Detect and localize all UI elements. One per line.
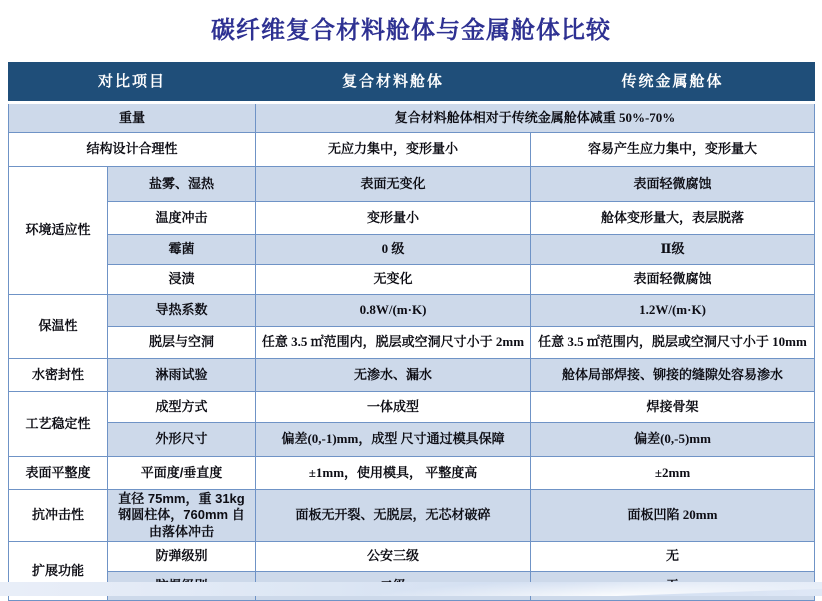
table-row-molding-method	[9, 392, 815, 423]
composite-cell: 0.8W/(m·K)	[256, 295, 531, 327]
table-row-rain-test	[9, 359, 815, 392]
sub-label: 温度冲击	[108, 202, 256, 235]
composite-cell: 面板无开裂、无脱层，无芯材破碎	[256, 490, 531, 542]
header-cell-item: 对比项目	[9, 63, 256, 103]
page-title: 碳纤维复合材料舱体与金属舱体比较	[211, 17, 611, 44]
table-row-flatness	[9, 457, 815, 490]
table-row-weight	[9, 103, 815, 133]
composite-cell: 无变化	[256, 265, 531, 295]
table-row-impact-resistance	[9, 490, 815, 542]
metal-cell: 面板凹陷 20mm	[531, 490, 815, 542]
metal-cell: 任意 3.5 ㎡范围内，脱层或空洞尺寸小于 10mm	[531, 327, 815, 359]
sub-label: 霉菌	[108, 235, 256, 265]
metal-cell: 容易产生应力集中，变形量大	[531, 133, 815, 167]
metal-cell: 舱体变形量大，表层脱落	[531, 202, 815, 235]
table-row-salt-fog	[9, 167, 815, 202]
metal-cell: Ⅱ级	[531, 235, 815, 265]
group-cell-impact-resistance: 抗冲击性	[9, 490, 108, 542]
sub-label: 导热系数	[108, 295, 256, 327]
sub-label: 平面度/垂直度	[108, 457, 256, 490]
composite-cell: 0 级	[256, 235, 531, 265]
group-cell-surface-flatness: 表面平整度	[9, 457, 108, 490]
sub-label: 脱层与空洞	[108, 327, 256, 359]
group-cell-water-seal: 水密封性	[9, 359, 108, 392]
sub-label: 淋雨试验	[108, 359, 256, 392]
sub-label: 直径 75mm，重 31kg 钢圆柱体，760mm 自由落体冲击	[108, 490, 256, 542]
sub-label: 外形尺寸	[108, 423, 256, 457]
header-row	[9, 63, 815, 103]
table-row-mold	[9, 235, 815, 265]
composite-cell: ±1mm，使用模具， 平整度高	[256, 457, 531, 490]
sub-label: 浸渍	[108, 265, 256, 295]
row-label: 结构设计合理性	[9, 133, 256, 167]
metal-cell: 表面轻微腐蚀	[531, 265, 815, 295]
composite-cell: 无应力集中，变形量小	[256, 133, 531, 167]
table-row-thermal-conductivity	[9, 295, 815, 327]
weight-value-cell: 复合材料舱体相对于传统金属舱体减重 50%-70%	[256, 103, 815, 133]
composite-cell: 表面无变化	[256, 167, 531, 202]
comparison-table	[8, 62, 815, 601]
sub-label: 成型方式	[108, 392, 256, 423]
table-row-structure	[9, 133, 815, 167]
composite-cell: 任意 3.5 ㎡范围内，脱层或空洞尺寸小于 2mm	[256, 327, 531, 359]
table-row-immersion	[9, 265, 815, 295]
metal-cell: ±2mm	[531, 457, 815, 490]
table-row-bulletproof	[9, 541, 815, 571]
bottom-wave-decoration	[0, 582, 822, 596]
row-label: 重量	[9, 103, 256, 133]
header-cell-metal: 传统金属舱体	[531, 63, 815, 103]
metal-cell: 无	[531, 541, 815, 571]
metal-cell: 表面轻微腐蚀	[531, 167, 815, 202]
group-cell-process-stability: 工艺稳定性	[9, 392, 108, 457]
composite-cell: 一体成型	[256, 392, 531, 423]
table-row-delamination	[9, 327, 815, 359]
table-row-thermal-shock	[9, 202, 815, 235]
header-cell-composite: 复合材料舱体	[256, 63, 531, 103]
sub-label: 防弹级别	[108, 541, 256, 571]
metal-cell: 偏差(0,-5)mm	[531, 423, 815, 457]
group-cell-extended-functions: 扩展功能	[9, 541, 108, 600]
composite-cell: 变形量小	[256, 202, 531, 235]
metal-cell: 1.2W/(m·K)	[531, 295, 815, 327]
composite-cell: 偏差(0,-1)mm，成型 尺寸通过模具保障	[256, 423, 531, 457]
group-cell-environment: 环境适应性	[9, 167, 108, 295]
composite-cell: 公安三级	[256, 541, 531, 571]
sub-label: 盐雾、湿热	[108, 167, 256, 202]
table-row-outer-dimensions	[9, 423, 815, 457]
metal-cell: 焊接骨架	[531, 392, 815, 423]
metal-cell: 舱体局部焊接、铆接的缝隙处容易渗水	[531, 359, 815, 392]
group-cell-insulation: 保温性	[9, 295, 108, 359]
composite-cell: 无渗水、漏水	[256, 359, 531, 392]
